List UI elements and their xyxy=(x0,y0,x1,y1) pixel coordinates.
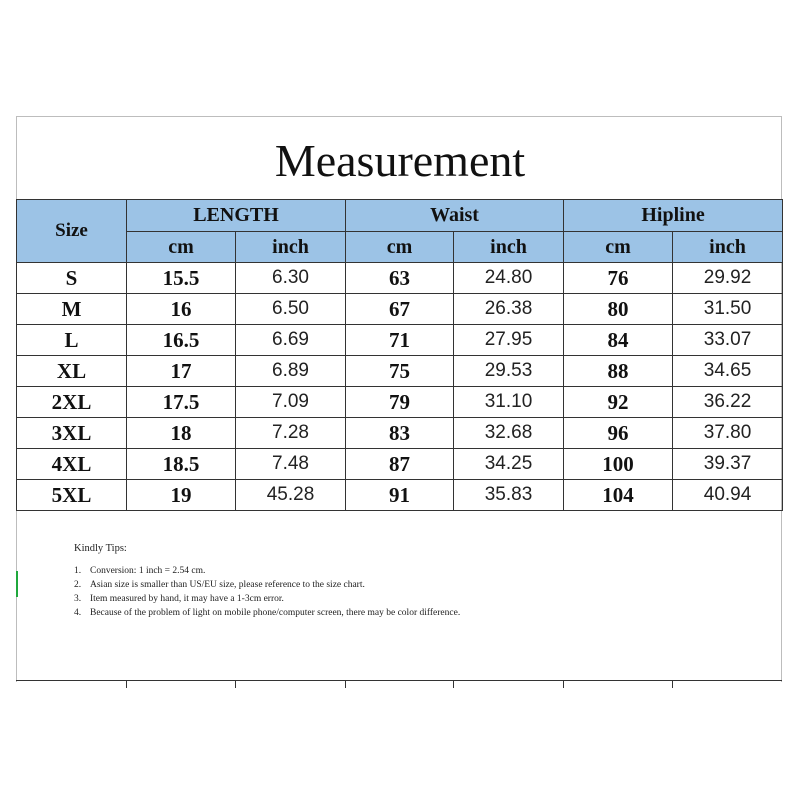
tips-list xyxy=(74,564,494,620)
waist-cm-cell: 83 xyxy=(346,418,454,449)
size-cell: M xyxy=(17,294,127,325)
column-tick xyxy=(453,680,454,688)
length-cm-cell: 18 xyxy=(127,418,236,449)
table-row xyxy=(17,387,783,418)
tip-item xyxy=(74,606,494,620)
hipline-inch-cell: 40.94 xyxy=(673,480,783,511)
length-inch-cell: 6.50 xyxy=(236,294,346,325)
size-cell: 5XL xyxy=(17,480,127,511)
table-row xyxy=(17,325,783,356)
hipline-inch-cell: 31.50 xyxy=(673,294,783,325)
tip-item xyxy=(74,578,494,592)
waist-inch-cell: 34.25 xyxy=(454,449,564,480)
column-tick xyxy=(235,680,236,688)
size-cell: 4XL xyxy=(17,449,127,480)
unit-header: inch xyxy=(673,232,783,263)
tip-text: Asian size is smaller than US/EU size, please reference to the size chart. xyxy=(90,580,365,590)
hipline-inch-cell: 37.80 xyxy=(673,418,783,449)
waist-cm-cell: 67 xyxy=(346,294,454,325)
hipline-group-header: Hipline xyxy=(564,200,783,232)
length-cm-cell: 16.5 xyxy=(127,325,236,356)
waist-inch-cell: 32.68 xyxy=(454,418,564,449)
table-row xyxy=(17,263,783,294)
tip-number: 4. xyxy=(74,608,82,618)
kindly-tips xyxy=(74,543,494,620)
column-tick xyxy=(345,680,346,688)
column-tick xyxy=(126,680,127,688)
tip-text: Because of the problem of light on mobile phone/computer screen, there may be color difference. xyxy=(90,608,461,618)
size-cell: XL xyxy=(17,356,127,387)
unit-header: cm xyxy=(127,232,236,263)
table-row xyxy=(17,418,783,449)
table-row xyxy=(17,356,783,387)
length-cm-cell: 19 xyxy=(127,480,236,511)
hipline-cm-cell: 84 xyxy=(564,325,673,356)
tip-number: 3. xyxy=(74,594,82,604)
size-cell: L xyxy=(17,325,127,356)
length-inch-cell: 6.69 xyxy=(236,325,346,356)
length-inch-cell: 7.28 xyxy=(236,418,346,449)
hipline-cm-cell: 76 xyxy=(564,263,673,294)
hipline-cm-cell: 100 xyxy=(564,449,673,480)
sheet-bottom-line xyxy=(16,680,782,681)
hipline-cm-cell: 104 xyxy=(564,480,673,511)
size-column-header: Size xyxy=(17,200,127,263)
hipline-inch-cell: 29.92 xyxy=(673,263,783,294)
hipline-cm-cell: 80 xyxy=(564,294,673,325)
unit-header: cm xyxy=(564,232,673,263)
waist-inch-cell: 24.80 xyxy=(454,263,564,294)
table-row xyxy=(17,480,783,511)
selection-marker xyxy=(16,571,18,597)
table-row xyxy=(17,294,783,325)
hipline-cm-cell: 88 xyxy=(564,356,673,387)
hipline-inch-cell: 36.22 xyxy=(673,387,783,418)
waist-cm-cell: 75 xyxy=(346,356,454,387)
length-inch-cell: 6.89 xyxy=(236,356,346,387)
column-tick xyxy=(672,680,673,688)
length-cm-cell: 16 xyxy=(127,294,236,325)
tips-heading: Kindly Tips: xyxy=(74,543,127,554)
waist-cm-cell: 71 xyxy=(346,325,454,356)
length-inch-cell: 7.09 xyxy=(236,387,346,418)
unit-header: cm xyxy=(346,232,454,263)
unit-header: inch xyxy=(236,232,346,263)
waist-cm-cell: 87 xyxy=(346,449,454,480)
tip-item xyxy=(74,592,494,606)
hipline-inch-cell: 33.07 xyxy=(673,325,783,356)
length-inch-cell: 6.30 xyxy=(236,263,346,294)
length-group-header: LENGTH xyxy=(127,200,346,232)
waist-group-header: Waist xyxy=(346,200,564,232)
tip-number: 2. xyxy=(74,580,82,590)
length-cm-cell: 17.5 xyxy=(127,387,236,418)
waist-cm-cell: 63 xyxy=(346,263,454,294)
column-tick xyxy=(563,680,564,688)
page-title: Measurement xyxy=(274,135,526,186)
waist-inch-cell: 26.38 xyxy=(454,294,564,325)
tip-number: 1. xyxy=(74,566,82,576)
waist-inch-cell: 31.10 xyxy=(454,387,564,418)
tip-text: Conversion: 1 inch = 2.54 cm. xyxy=(90,566,206,576)
hipline-cm-cell: 96 xyxy=(564,418,673,449)
size-cell: 3XL xyxy=(17,418,127,449)
waist-cm-cell: 91 xyxy=(346,480,454,511)
length-cm-cell: 15.5 xyxy=(127,263,236,294)
size-cell: S xyxy=(17,263,127,294)
hipline-cm-cell: 92 xyxy=(564,387,673,418)
tip-item xyxy=(74,564,494,578)
waist-inch-cell: 35.83 xyxy=(454,480,564,511)
table-row xyxy=(17,449,783,480)
length-inch-cell: 45.28 xyxy=(236,480,346,511)
waist-cm-cell: 79 xyxy=(346,387,454,418)
length-inch-cell: 7.48 xyxy=(236,449,346,480)
hipline-inch-cell: 34.65 xyxy=(673,356,783,387)
size-chart-table xyxy=(16,199,783,511)
length-cm-cell: 17 xyxy=(127,356,236,387)
waist-inch-cell: 29.53 xyxy=(454,356,564,387)
length-cm-cell: 18.5 xyxy=(127,449,236,480)
unit-header: inch xyxy=(454,232,564,263)
tip-text: Item measured by hand, it may have a 1-3cm error. xyxy=(90,594,284,604)
size-cell: 2XL xyxy=(17,387,127,418)
waist-inch-cell: 27.95 xyxy=(454,325,564,356)
hipline-inch-cell: 39.37 xyxy=(673,449,783,480)
